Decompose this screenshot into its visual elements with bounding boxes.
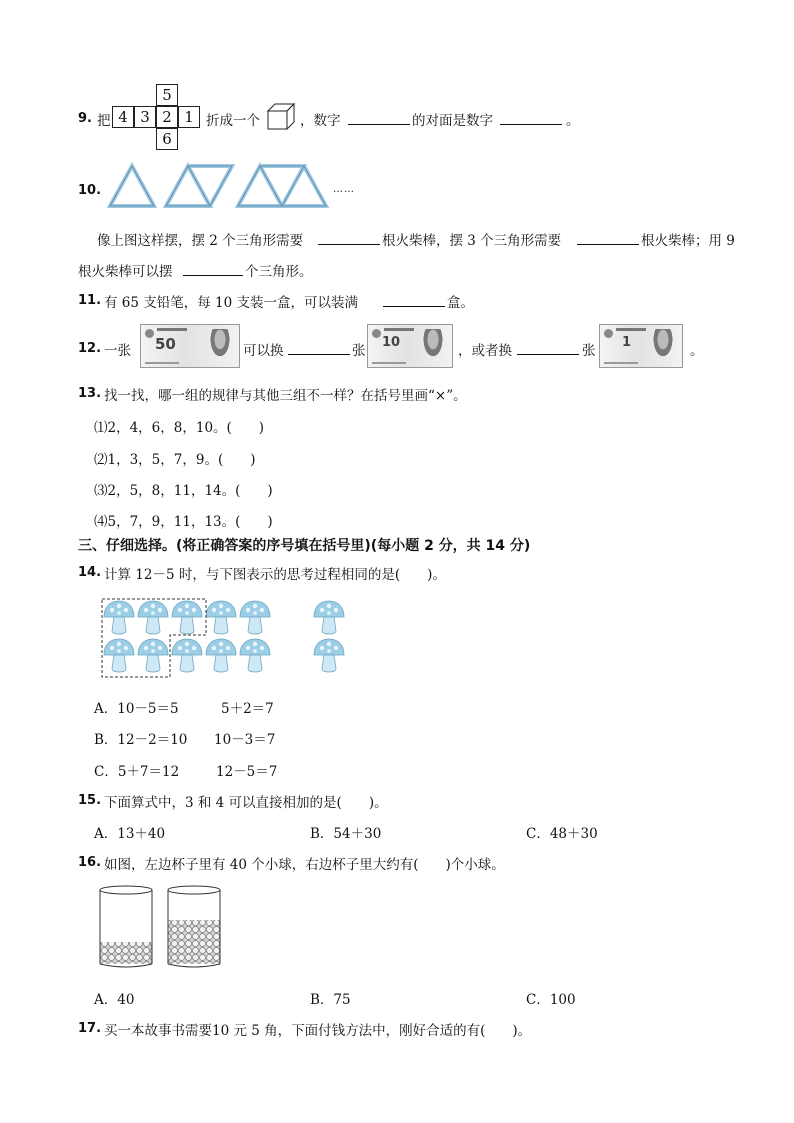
q15-option-a: A．13＋40 (94, 826, 166, 842)
q14-option-a: A．10－5＝5 (94, 701, 179, 717)
q10-answer-blank-2[interactable] (577, 230, 639, 245)
q17-text: 买一本故事书需要10 元 5 角，下面付钱方法中，刚好合适的有( )。 (104, 1023, 532, 1039)
q11-answer-blank[interactable] (383, 292, 445, 307)
portrait-icon (209, 329, 231, 359)
q12-text-b: 可以换 (243, 343, 284, 359)
portrait-icon (422, 329, 444, 359)
q12-text-d: ，或者换 (458, 343, 512, 359)
q13-text: 找一找，哪一组的规律与其他三组不一样？在括号里画“×”。 (104, 388, 467, 404)
net-cell-bottom: 6 (156, 128, 178, 150)
q16-option-a: A．40 (94, 992, 135, 1008)
cups-figure (94, 884, 234, 970)
q14-option-b-second: 10－3＝7 (214, 732, 276, 748)
emblem-icon (372, 329, 381, 338)
q10-line1-a: 像上图这样摆，摆 2 个三角形需要 (97, 233, 304, 249)
q10-answer-blank-3[interactable] (183, 261, 243, 276)
q13-option: ⑵1，3，5，7，9。( ) (94, 452, 256, 468)
note-value: 50 (155, 335, 176, 353)
net-cell: 4 (112, 106, 134, 128)
q9-text-before: 把 (97, 113, 111, 129)
q10-ellipsis: …… (333, 184, 355, 195)
emblem-icon (604, 329, 613, 338)
q15-option-b: B．54＋30 (310, 826, 382, 842)
net-cell: 1 (178, 106, 200, 128)
banknote-10 (367, 324, 453, 368)
q12-text-f: 。 (690, 343, 704, 359)
note-value: 1 (622, 335, 632, 350)
q16-option-c: C．100 (526, 992, 576, 1008)
section-heading: 三、仔细选择。(将正确答案的序号填在括号里)(每小题 2 分，共 14 分) (78, 538, 531, 554)
q13-option: ⑷5，7，9，11，13。( ) (94, 514, 273, 530)
q13-option: ⑴2，4，6，8，10。( ) (94, 420, 265, 436)
net-cell: 2 (156, 106, 178, 128)
q15-option-c: C．48＋30 (526, 826, 598, 842)
q14-option-b: B．12－2＝10 (94, 732, 188, 748)
net-cell: 3 (134, 106, 156, 128)
portrait-icon (652, 329, 674, 359)
q15-number: 15. (78, 793, 102, 808)
q9-text-mid: 折成一个 (206, 113, 260, 129)
mushroom-figure (100, 597, 350, 679)
q16-number: 16. (78, 855, 102, 870)
q12-text-c: 张 (352, 343, 366, 359)
q9-text-after: ，数字 (300, 113, 341, 129)
q12-text-a: 一张 (104, 343, 131, 359)
q11-number: 11. (78, 293, 102, 308)
q10-line1-c: 根火柴棒；用 9 (641, 233, 735, 249)
q12-number: 12. (78, 341, 102, 356)
q13-number: 13. (78, 386, 102, 401)
banknote-1 (599, 324, 683, 368)
q9-answer-blank-1[interactable] (348, 110, 410, 125)
q17-number: 17. (78, 1021, 102, 1036)
q12-answer-blank-2[interactable] (517, 340, 579, 355)
note-value: 10 (382, 335, 401, 350)
cube-icon (266, 102, 296, 130)
q9-period: 。 (566, 113, 580, 129)
emblem-icon (145, 329, 154, 338)
q11-end: 盒。 (447, 295, 474, 311)
left-cup (100, 886, 152, 967)
q10-line2-a: 根火柴棒可以摆 (78, 264, 173, 280)
q12-text-e: 张 (582, 343, 596, 359)
q10-answer-blank-1[interactable] (318, 230, 380, 245)
q14-text: 计算 12－5 时，与下图表示的思考过程相同的是( )。 (104, 567, 446, 583)
q14-option-c: C．5＋7＝12 (94, 764, 180, 780)
q10-line1-b: 根火柴棒，摆 3 个三角形需要 (382, 233, 562, 249)
q9-text-end: 的对面是数字 (412, 113, 493, 129)
q13-option: ⑶2，5，8，11，14。( ) (94, 483, 273, 499)
q9-answer-blank-2[interactable] (500, 110, 562, 125)
q10-line2-b: 个三角形。 (245, 264, 313, 280)
q16-option-b: B．75 (310, 992, 351, 1008)
q9-number: 9. (78, 111, 92, 126)
q16-text: 如图，左边杯子里有 40 个小球，右边杯子里大约有( )个小球。 (104, 857, 505, 873)
right-cup (168, 886, 220, 967)
banknote-50 (140, 324, 240, 368)
q14-number: 14. (78, 565, 102, 580)
q14-option-c-second: 12－5＝7 (216, 764, 278, 780)
matchstick-triangles-figure (100, 160, 340, 212)
q10-number: 10. (78, 183, 102, 198)
q12-answer-blank-1[interactable] (288, 340, 350, 355)
net-cell-top: 5 (156, 84, 178, 106)
q11-text: 有 65 支铅笔，每 10 支装一盒，可以装满 (104, 295, 359, 311)
q15-text: 下面算式中，3 和 4 可以直接相加的是( )。 (104, 795, 388, 811)
q14-option-a-second: 5＋2＝7 (221, 701, 274, 717)
